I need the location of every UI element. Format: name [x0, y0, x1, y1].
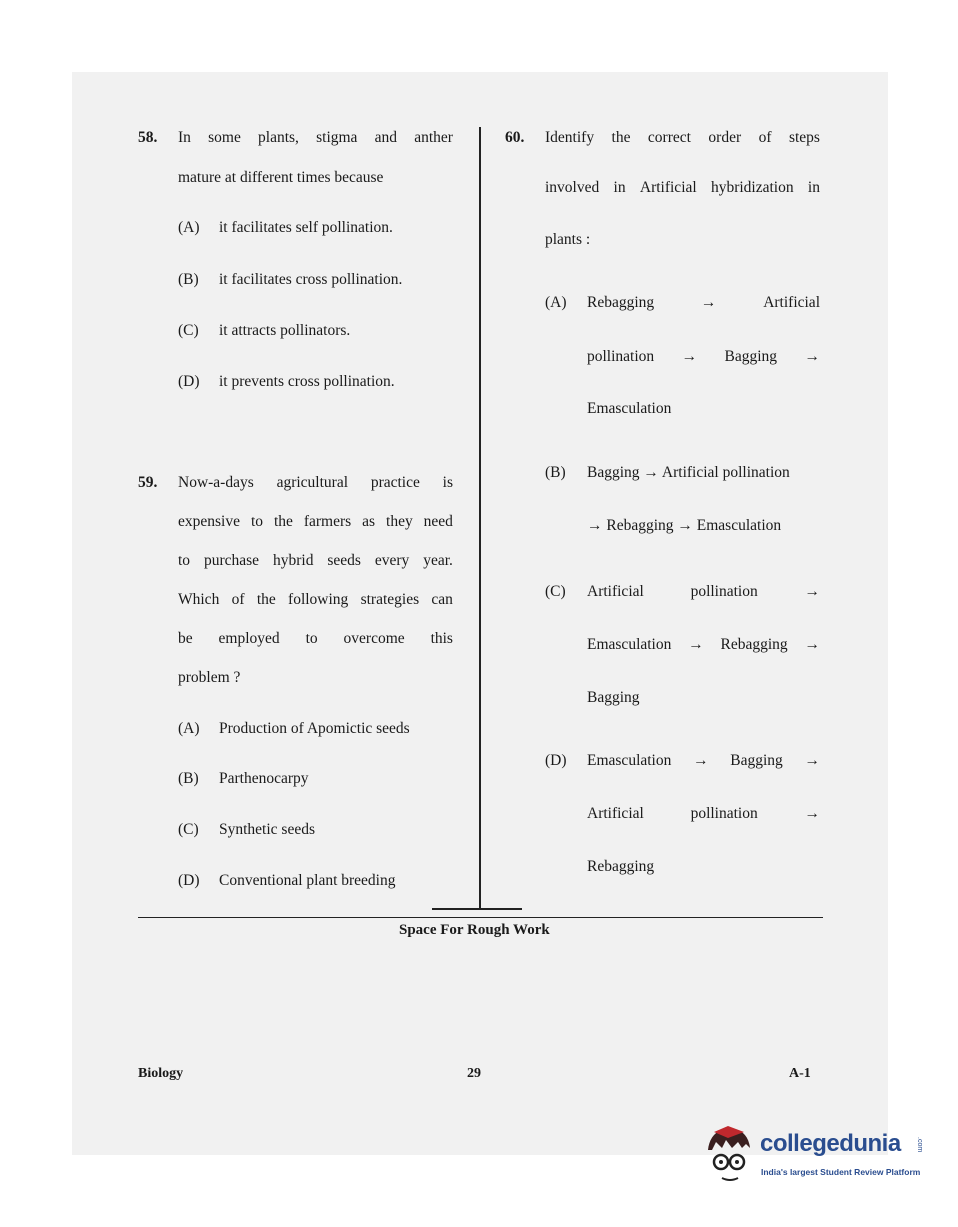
question-59-option-b: (B) Parthenocarpy	[178, 770, 309, 787]
collegedunia-com: .com	[916, 1137, 923, 1153]
question-59-option-d: (D) Conventional plant breeding	[178, 872, 396, 889]
question-60-stem-line1: Identify the correct order of steps	[545, 129, 820, 146]
column-divider	[479, 127, 481, 909]
question-60-option-c-line3: Bagging	[587, 689, 640, 706]
collegedunia-brand: collegedunia	[760, 1130, 901, 1157]
question-59-stem-line3: to purchase hybrid seeds every year.	[178, 552, 453, 569]
divider-stub	[432, 908, 522, 910]
question-58-stem-line2: mature at different times because	[178, 169, 384, 186]
question-58-option-d: (D) it prevents cross pollination.	[178, 373, 395, 390]
rough-work-divider	[138, 917, 823, 918]
question-60-stem-line3: plants :	[545, 231, 591, 248]
question-58-number: 58.	[138, 129, 158, 146]
mascot-icon	[700, 1122, 760, 1188]
question-59-stem-line1: Now-a-days agricultural practice is	[178, 474, 453, 491]
question-59-stem-line2: expensive to the farmers as they need	[178, 513, 453, 530]
question-60-option-c-line2: Emasculation → Rebagging →	[587, 636, 820, 653]
footer-page-number: 29	[467, 1066, 481, 1081]
footer-subject: Biology	[138, 1066, 184, 1081]
question-59-option-a: (A) Production of Apomictic seeds	[178, 720, 410, 737]
question-60-option-a-line3: Emasculation	[587, 400, 672, 417]
footer-paper-code: A-1	[789, 1066, 811, 1081]
question-60-option-a-line1: Rebagging → Artificial	[587, 294, 820, 311]
question-60-option-d-label: (D)	[545, 752, 567, 769]
question-60-option-d-line3: Rebagging	[587, 858, 655, 875]
collegedunia-watermark	[700, 1122, 930, 1192]
question-58-option-c: (C) it attracts pollinators.	[178, 322, 351, 339]
question-58-option-a: (A) it facilitates self pollination.	[178, 219, 393, 236]
question-59-number: 59.	[138, 474, 158, 491]
question-60-option-b-line2: → Rebagging → Emasculation	[587, 517, 782, 534]
question-60-option-c-line1: Artificial pollination →	[587, 583, 820, 600]
question-60-option-d-line2: Artificial pollination →	[587, 805, 820, 822]
collegedunia-tagline: India's largest Student Review Platform	[761, 1167, 921, 1177]
question-60-option-c-label: (C)	[545, 583, 566, 600]
question-60-stem-line2: involved in Artificial hybridization in	[545, 179, 820, 196]
question-60-option-d-line1: Emasculation → Bagging →	[587, 752, 820, 769]
question-60-number: 60.	[505, 129, 525, 146]
question-60-option-b-line1: Bagging → Artificial pollination	[587, 464, 790, 481]
question-60-option-b-label: (B)	[545, 464, 566, 481]
question-59-stem-line6: problem ?	[178, 669, 241, 686]
question-59-option-c: (C) Synthetic seeds	[178, 821, 315, 838]
rough-work-heading: Space For Rough Work	[399, 922, 550, 938]
question-58-option-b: (B) it facilitates cross pollination.	[178, 271, 403, 288]
question-58-stem-line1: In some plants, stigma and anther	[178, 129, 453, 146]
question-60-option-a-label: (A)	[545, 294, 567, 311]
question-59-stem-line5: be employed to overcome this	[178, 630, 453, 647]
question-60-option-a-line2: pollination → Bagging →	[587, 348, 820, 365]
question-59-stem-line4: Which of the following strategies can	[178, 591, 453, 608]
